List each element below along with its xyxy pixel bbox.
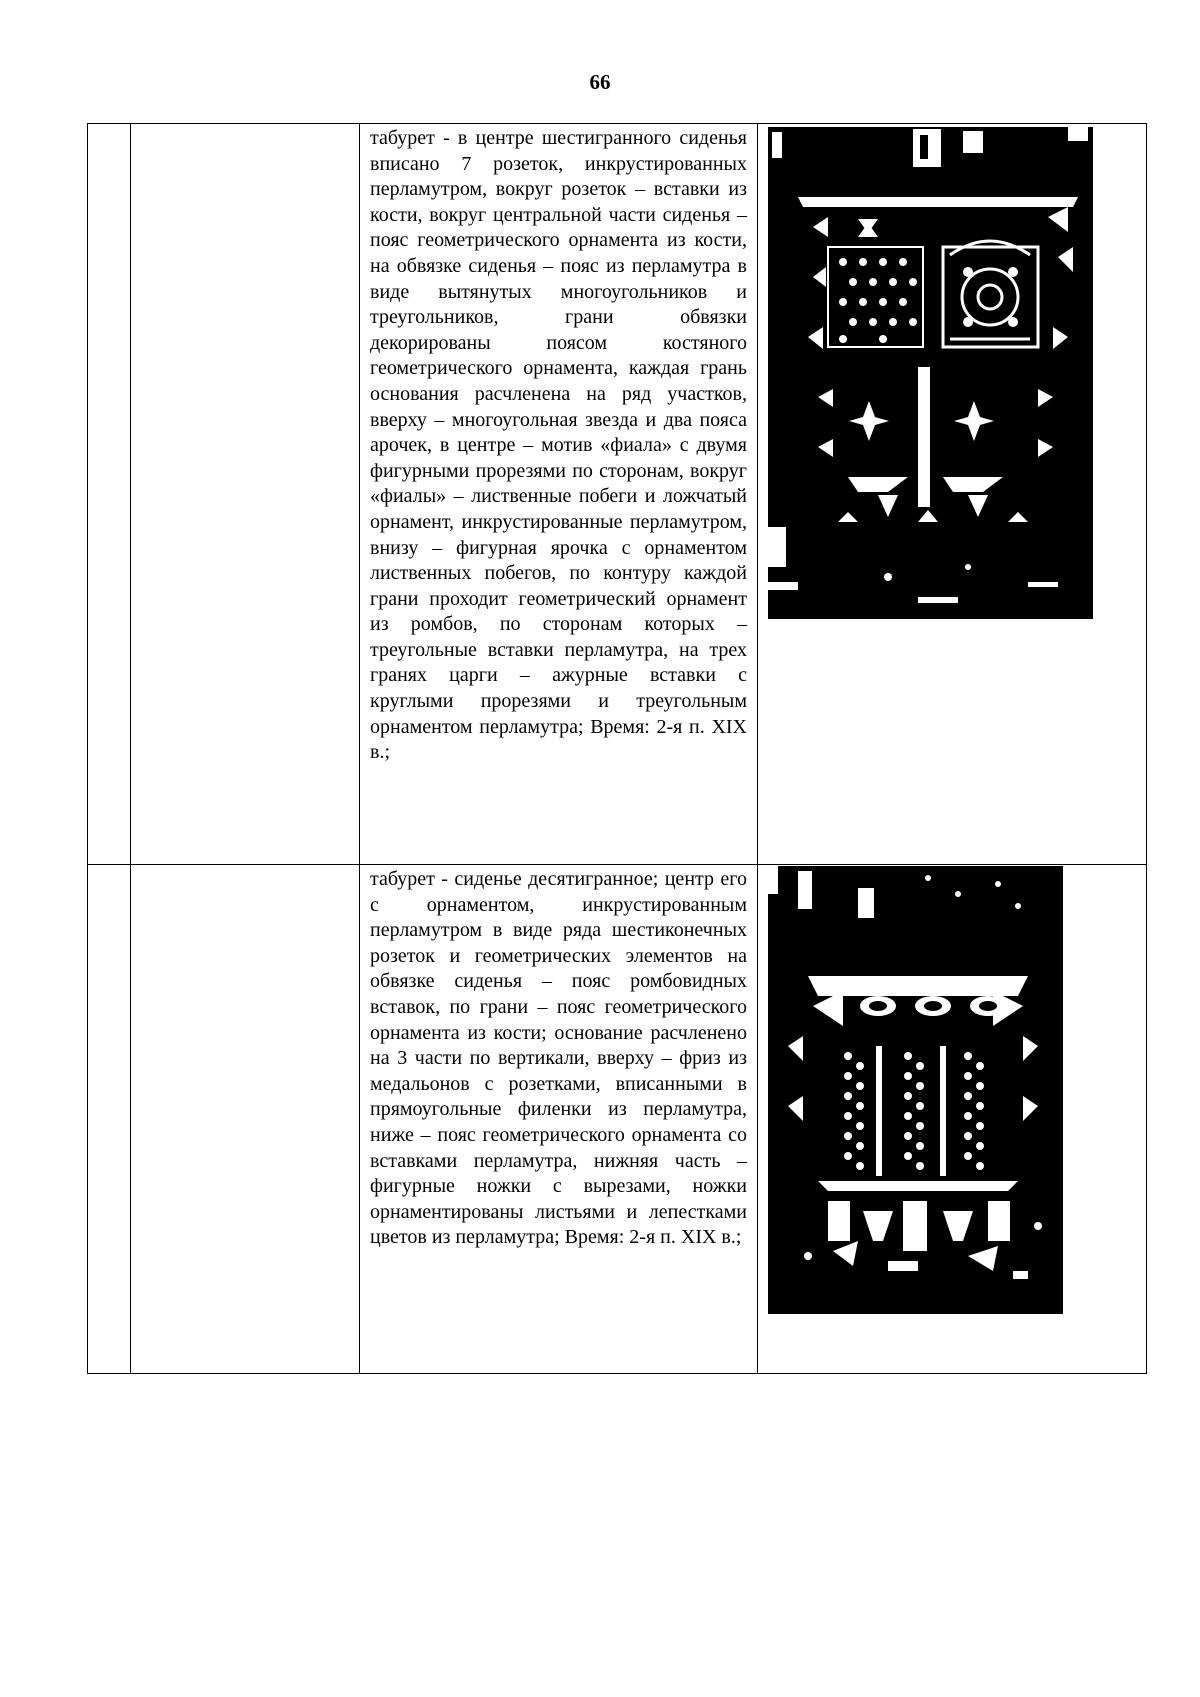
stool-photo-decagonal: [768, 866, 1063, 1314]
catalog-table: [87, 123, 1147, 1374]
name-cell: [131, 865, 360, 1374]
page-number: 66: [589, 70, 611, 94]
index-cell: [88, 865, 131, 1374]
index-cell: [88, 124, 131, 865]
item-description: табурет - сиденье десятигранное; центр его с орнаментом, инкрустированным перламутром в виде ряда шестиконечных розеток и геометрических элементов на обвязке сиденья – пояс ромбовидных вставок, по грани – пояс геометрического орнамента из кости; основание расчленено на 3 части по вертикали, вверху – фриз из медальонов с розетками, вписанными в прямоугольные филенки из перламутра, ниже – пояс геометрического орнамента со вставками перламутра, нижняя часть – фигурные ножки с вырезами, ножки орнаментированы листьями и лепестками цветов из перламутра; Время: 2-я п. XIX в.;: [370, 868, 747, 1249]
table-row: [88, 865, 1147, 1374]
item-description: табурет - в центре шестигранного сиденья вписано 7 розеток, инкрустированных перламутром, вокруг розеток – вставки из кости, вокруг центральной части сиденья – пояс геометрического орнамента из кости, на обвязке сиденья – пояс из перламутра в виде вытянутых многоугольников и треугольников, грани обвязки декорированы поясом костяного геометрического орнамента, каждая грань основания расчленена на ряд участков, вверху – многоугольная звезда и два пояса арочек, в центре – мотив «фиала» с двумя фигурными прорезями по сторонам, вокруг «фиалы» – лиственные побеги и ложчатый орнамент, инкрустированные перламутром, внизу – фигурная ярочка с орнаментом лиственных побегов, по контуру каждой грани проходит геометрический орнамент из ромбов, по сторонам которых – треугольные вставки перламутра, на трех гранях царги – ажурные вставки с круглыми прорезями и треугольным орнаментом перламутра; Время: 2-я п. XIX в.;: [370, 127, 747, 764]
name-cell: [131, 124, 360, 865]
description-cell: [360, 124, 758, 865]
description-cell: [360, 865, 758, 1374]
photo-cell: [758, 124, 1147, 865]
stool-photo-hexagonal: [768, 127, 1093, 619]
table-row: [88, 124, 1147, 865]
photo-cell: [758, 865, 1147, 1374]
